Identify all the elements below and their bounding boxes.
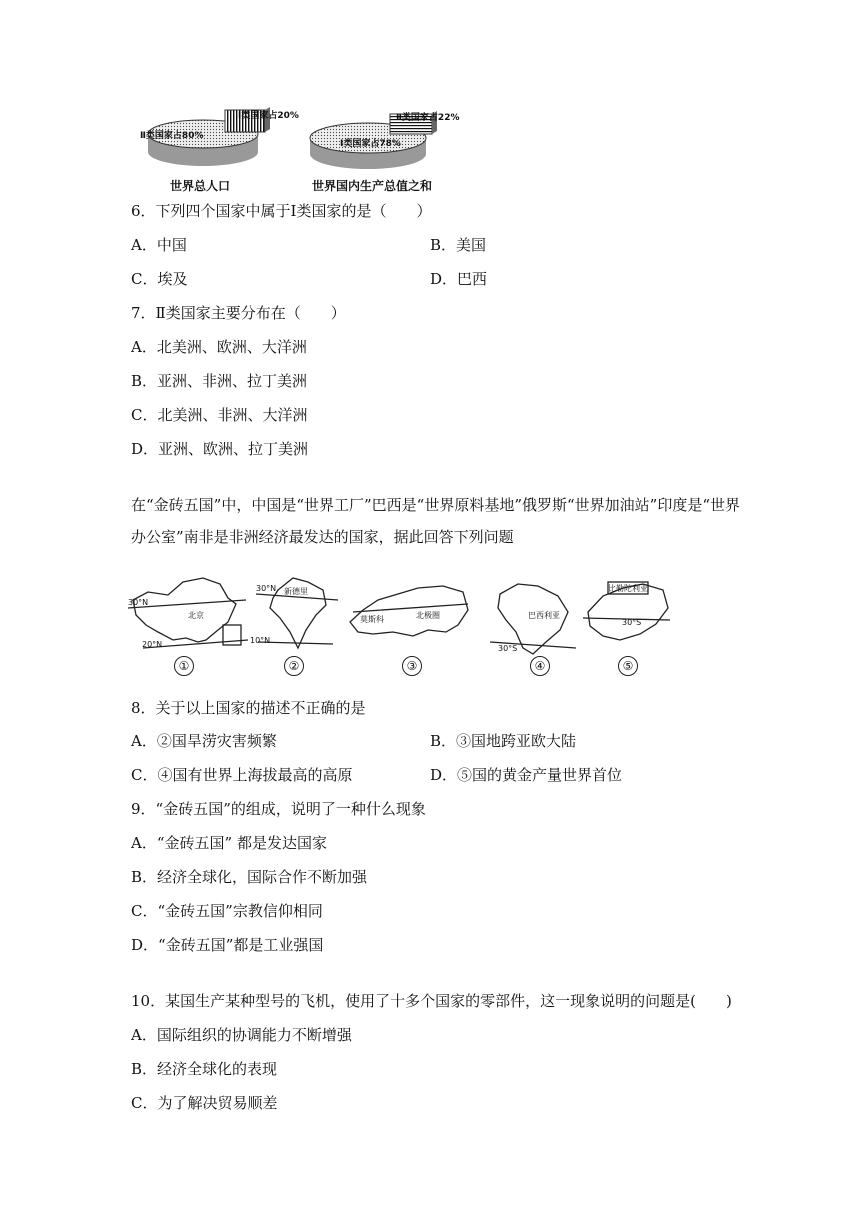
map-label-india-lat1: 30°N — [256, 584, 277, 593]
map-label-brazil-capital: 巴西利亚 — [528, 611, 560, 620]
map-label-arctic-circle: 北极圈 — [416, 611, 440, 620]
map-number-5: ⑤ — [618, 656, 638, 676]
pie-label-ii-population: Ⅱ类国家占80% — [140, 131, 204, 141]
pie-label-i-gdp: Ⅰ类国家占78% — [340, 139, 401, 149]
q7-option-b: B．亚洲、非洲、拉丁美洲 — [131, 372, 308, 390]
brics-maps-graphic — [128, 570, 673, 680]
q9-option-d: D．“金砖五国”都是工业强国 — [131, 936, 324, 954]
q8-option-d: D．⑤国的黄金产量世界首位 — [430, 766, 623, 784]
q8-option-a: A．②国旱涝灾害频繁 — [131, 732, 277, 750]
pie-caption-gdp: 世界国内生产总值之和 — [312, 179, 433, 193]
q8-stem: 8．关于以上国家的描述不正确的是 — [131, 699, 366, 717]
map-label-china-capital: 北京 — [188, 611, 204, 620]
map-label-india-lat2: 10°N — [250, 636, 271, 645]
map-label-south-africa-lat: 30°S — [622, 618, 642, 627]
q8-option-c: C．④国有世界上海拔最高的高原 — [131, 766, 353, 784]
china-map-outline — [133, 578, 236, 642]
map-label-south-africa-capital: 比勒陀利亚 — [608, 584, 648, 593]
q7-stem: 7．Ⅱ类国家主要分布在（ ） — [131, 304, 346, 322]
q9-option-a: A．“金砖五国” 都是发达国家 — [131, 834, 327, 852]
q6-option-c: C．埃及 — [131, 270, 188, 288]
q9-option-c: C．“金砖五国”宗教信仰相同 — [131, 902, 323, 920]
pie-label-ii-gdp: Ⅱ类国家占22% — [396, 113, 460, 123]
q6-stem: 6．下列四个国家中属于Ⅰ类国家的是（ ） — [131, 202, 432, 220]
map-label-india-capital: 新德里 — [284, 587, 308, 596]
q6-option-a: A．中国 — [131, 236, 187, 254]
map-label-china-lat1: 30°N — [128, 598, 149, 607]
map-number-3: ③ — [402, 656, 422, 676]
q9-stem: 9．“金砖五国”的组成，说明了一种什么现象 — [131, 800, 426, 818]
pie-chart-figure — [140, 104, 480, 196]
map-label-brazil-lat: 30°S — [498, 644, 518, 653]
map-number-4: ④ — [530, 656, 550, 676]
q6-option-d: D．巴西 — [430, 270, 488, 288]
pie-caption-population: 世界总人口 — [170, 179, 231, 193]
q8-option-b: B．③国地跨亚欧大陆 — [430, 732, 577, 750]
map-number-2: ② — [284, 656, 304, 676]
map-number-1: ① — [174, 656, 194, 676]
map-label-china-lat2: 20°N — [142, 640, 163, 649]
brics-maps-figure — [128, 570, 673, 680]
q10-option-a: A．国际组织的协调能力不断增强 — [131, 1026, 352, 1044]
map-label-russia-capital: 莫斯科 — [360, 615, 384, 624]
q10-option-c: C．为了解决贸易顺差 — [131, 1094, 278, 1112]
q10-option-b: B．经济全球化的表现 — [131, 1060, 278, 1078]
q7-option-c: C．北美洲、非洲、大洋洲 — [131, 406, 308, 424]
q7-option-a: A．北美洲、欧洲、大洋洲 — [131, 338, 307, 356]
q9-option-b: B．经济全球化，国际合作不断加强 — [131, 868, 368, 886]
q6-option-b: B．美国 — [430, 236, 487, 254]
q10-stem: 10．某国生产某种型号的飞机，使用了十多个国家的零部件，这一现象说明的问题是( ) — [131, 992, 732, 1010]
pie-label-i-population: Ⅰ类国家占20% — [238, 111, 299, 121]
intro-line-2: 办公室”南非是非洲经济最发达的国家，据此回答下列问题 — [131, 528, 514, 546]
intro-line-1: 在“金砖五国”中，中国是“世界工厂”巴西是“世界原料基地”俄罗斯“世界加油站”印度是“世界 — [131, 496, 741, 514]
q7-option-d: D．亚洲、欧洲、拉丁美洲 — [131, 440, 309, 458]
